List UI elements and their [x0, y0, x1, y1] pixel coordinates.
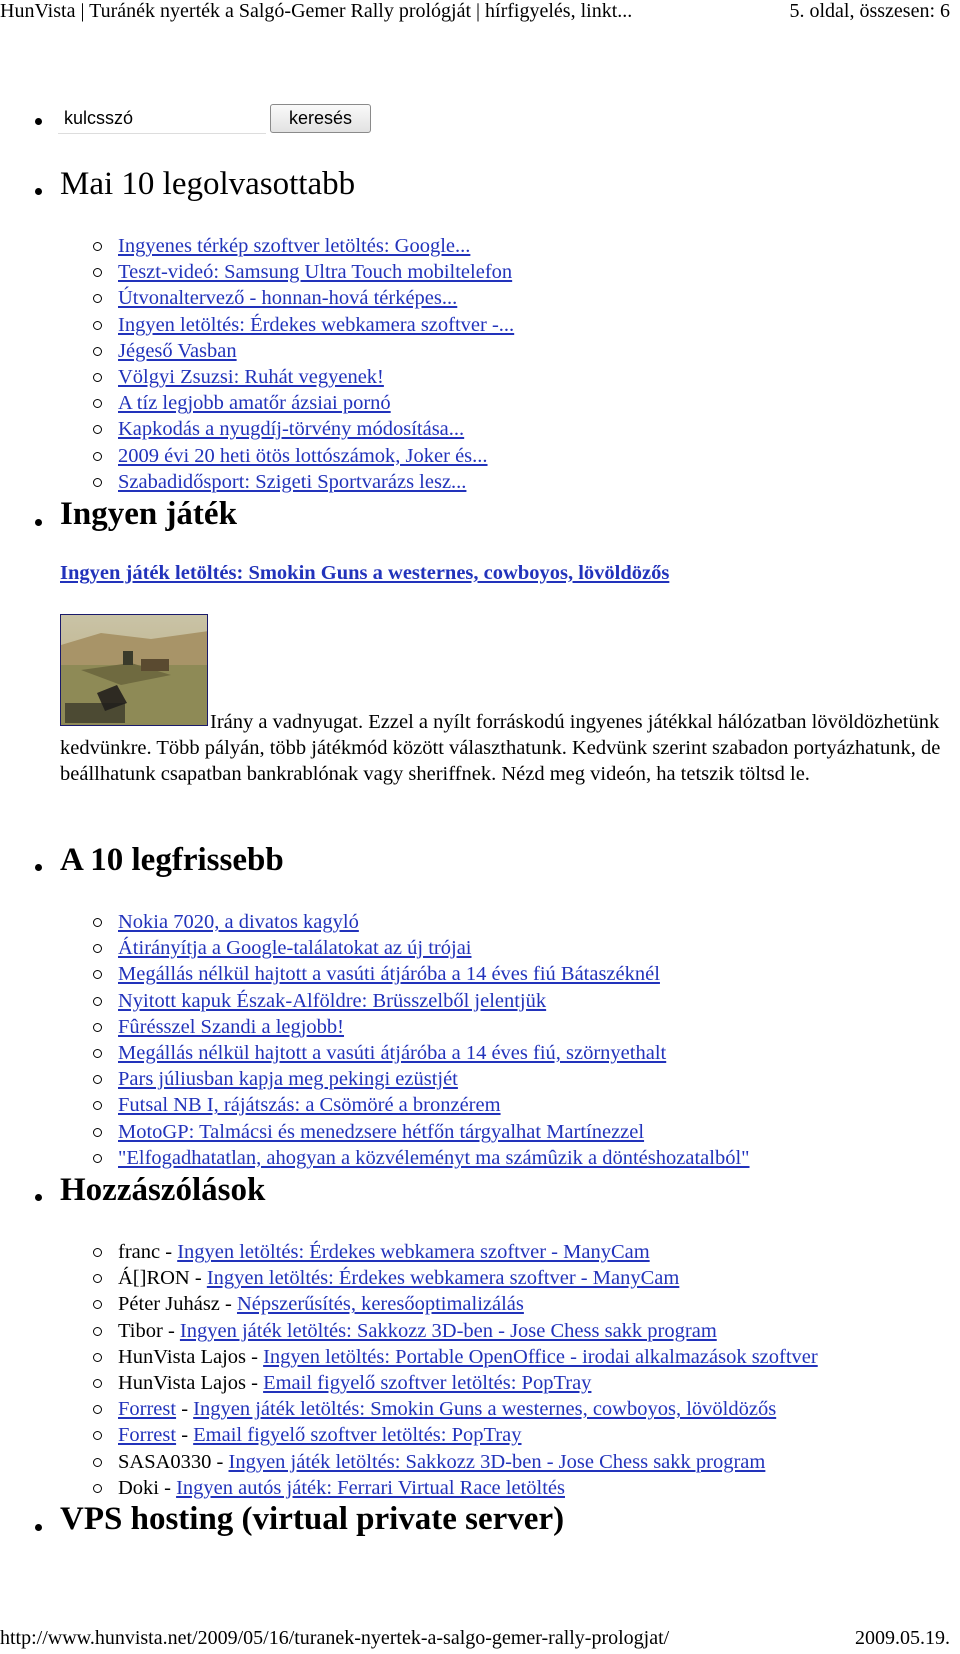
circle-bullet-icon	[93, 1023, 102, 1032]
comment-separator: -	[176, 1398, 194, 1421]
most-read-link[interactable]: Kapkodás a nyugdíj-törvény módosítása...	[118, 418, 465, 441]
comment-separator: -	[159, 1476, 177, 1499]
list-bullet	[35, 864, 42, 871]
comment-separator: -	[162, 1319, 180, 1342]
most-read-link[interactable]: Szabadidősport: Szigeti Sportvarázs lesz...	[118, 470, 467, 493]
comment-separator: -	[189, 1267, 207, 1290]
comment-item	[90, 1239, 818, 1265]
comment-item	[90, 1265, 818, 1291]
comment-item	[90, 1475, 818, 1501]
comment-article-link[interactable]: Ingyen letöltés: Portable OpenOffice - irodai alkalmazások szoftver	[263, 1345, 818, 1368]
circle-bullet-icon	[93, 373, 102, 382]
comment-article-link[interactable]: Ingyen játék letöltés: Sakkozz 3D-ben - Jose Chess sakk program	[179, 1319, 717, 1342]
search-input[interactable]	[58, 104, 266, 134]
comment-item	[90, 1370, 818, 1396]
latest-link[interactable]: Megállás nélkül hajtott a vasúti átjáróba a 14 éves fiú, szörnyethalt	[118, 1041, 667, 1064]
list-item	[90, 1014, 750, 1040]
print-header-title: HunVista | Turánék nyerték a Salgó-Gemer Rally prológját | hírfigyelés, linkt...	[0, 0, 633, 22]
list-item	[90, 259, 514, 285]
circle-bullet-icon	[93, 1300, 102, 1309]
circle-bullet-icon	[93, 242, 102, 251]
most-read-link[interactable]: Jégeső Vasban	[118, 339, 237, 362]
list-item	[90, 285, 514, 311]
circle-bullet-icon	[93, 268, 102, 277]
comment-author: SASA0330	[118, 1450, 212, 1473]
comment-author: Doki	[118, 1476, 159, 1499]
free-game-description	[60, 709, 960, 787]
comment-separator: -	[246, 1345, 264, 1368]
comment-author: Á[]RON	[118, 1267, 190, 1290]
latest-link[interactable]: Fûrésszel Szandi a legjobb!	[118, 1015, 345, 1038]
comment-author-link[interactable]: Forrest	[118, 1424, 177, 1447]
list-item	[90, 338, 514, 364]
comment-author: HunVista Lajos	[118, 1345, 247, 1368]
free-game-heading: Ingyen játék	[60, 496, 237, 532]
circle-bullet-icon	[93, 1248, 102, 1257]
comment-separator: -	[246, 1371, 264, 1394]
comment-separator: -	[219, 1293, 237, 1316]
comment-item	[90, 1344, 818, 1370]
circle-bullet-icon	[93, 1274, 102, 1283]
list-item	[90, 1040, 750, 1066]
latest-link[interactable]: Nokia 7020, a divatos kagyló	[118, 911, 359, 933]
comment-separator: -	[176, 1424, 194, 1447]
list-item	[90, 1145, 750, 1171]
latest-link[interactable]: Megállás nélkül hajtott a vasúti átjáróba a 14 éves fiú Bátaszéknél	[118, 963, 660, 986]
most-read-link[interactable]: A tíz legjobb amatőr ázsiai pornó	[118, 392, 391, 415]
comment-article-link[interactable]: Népszerűsítés, keresőoptimalizálás	[236, 1293, 524, 1316]
circle-bullet-icon	[93, 1327, 102, 1336]
list-item	[90, 1092, 750, 1118]
most-read-heading: Mai 10 legolvasottabb	[60, 166, 356, 202]
comment-item	[90, 1422, 818, 1448]
circle-bullet-icon	[93, 1431, 102, 1440]
list-item	[90, 233, 514, 259]
comment-article-link[interactable]: Ingyen letöltés: Érdekes webkamera szoftver - ManyCam	[206, 1267, 680, 1290]
list-bullet	[35, 519, 42, 526]
circle-bullet-icon	[93, 970, 102, 979]
circle-bullet-icon	[93, 425, 102, 434]
print-header-page-info: 5. oldal, összesen: 6	[789, 0, 950, 22]
comments-list	[90, 1239, 818, 1501]
circle-bullet-icon	[93, 918, 102, 927]
most-read-link[interactable]: Völgyi Zsuzsi: Ruhát vegyenek!	[118, 365, 384, 388]
list-item	[90, 909, 750, 935]
circle-bullet-icon	[93, 944, 102, 953]
list-bullet	[35, 1194, 42, 1201]
print-footer-date: 2009.05.19.	[855, 1627, 950, 1649]
most-read-link[interactable]: Útvonaltervező - honnan-hová térképes...	[118, 287, 458, 310]
vps-heading: VPS hosting (virtual private server)	[60, 1501, 565, 1537]
comment-author: Péter Juhász	[118, 1293, 220, 1316]
list-item	[90, 469, 514, 495]
list-item	[90, 390, 514, 416]
comment-article-link[interactable]: Email figyelő szoftver letöltés: PopTray	[263, 1371, 592, 1394]
circle-bullet-icon	[93, 478, 102, 487]
most-read-list	[90, 233, 514, 495]
comment-separator: -	[160, 1241, 178, 1263]
comment-author-link[interactable]: Forrest	[118, 1398, 177, 1421]
list-item	[90, 312, 514, 338]
circle-bullet-icon	[93, 321, 102, 330]
list-item	[90, 935, 750, 961]
latest-link[interactable]: Átirányítja a Google-találatokat az új trójai	[118, 937, 472, 960]
comment-item	[90, 1449, 818, 1475]
free-game-description-text: Irány a vadnyugat. Ezzel a nyílt forráskodú ingyenes játékkal hálózatban lövöldözhetünk kedvünkre. Több pályán, több játékmód között választhatunk. Kedvünk szerint szabadon portyázhatunk, de beállhatunk csapatban bankrablónak vagy sheriffnek. Nézd meg videón, ha tetszik töltsd le.	[60, 711, 941, 785]
list-item	[90, 443, 514, 469]
comment-author: Tibor	[118, 1319, 163, 1342]
latest-list	[90, 909, 750, 1171]
circle-bullet-icon	[93, 1458, 102, 1467]
circle-bullet-icon	[93, 1353, 102, 1362]
list-item	[90, 416, 514, 442]
list-item	[90, 364, 514, 390]
comment-author: franc	[118, 1241, 161, 1263]
latest-heading: A 10 legfrissebb	[60, 842, 284, 878]
circle-bullet-icon	[93, 1379, 102, 1388]
circle-bullet-icon	[93, 294, 102, 303]
comment-article-link[interactable]: Ingyen autós játék: Ferrari Virtual Race letöltés	[176, 1476, 565, 1499]
circle-bullet-icon	[93, 399, 102, 408]
circle-bullet-icon	[93, 997, 102, 1006]
comment-separator: -	[211, 1450, 229, 1473]
print-footer-url: http://www.hunvista.net/2009/05/16/turanek-nyertek-a-salgo-gemer-rally-prologjat/	[0, 1627, 670, 1649]
latest-link[interactable]: "Elfogadhatatlan, ahogyan a közvéleményt ma számûzik a döntéshozatalból"	[118, 1146, 750, 1169]
comment-article-link[interactable]: Email figyelő szoftver letöltés: PopTray	[193, 1424, 522, 1447]
circle-bullet-icon	[93, 1075, 102, 1084]
circle-bullet-icon	[93, 1128, 102, 1137]
circle-bullet-icon	[93, 1154, 102, 1163]
list-item	[90, 1066, 750, 1092]
comment-item	[90, 1291, 818, 1317]
most-read-link[interactable]: Teszt-videó: Samsung Ultra Touch mobiltelefon	[118, 261, 513, 284]
comment-item	[90, 1396, 818, 1422]
comments-heading: Hozzászólások	[60, 1172, 266, 1208]
list-item	[90, 988, 750, 1014]
list-item	[90, 961, 750, 987]
list-bullet	[35, 118, 42, 125]
circle-bullet-icon	[93, 1101, 102, 1110]
list-bullet	[35, 1524, 42, 1531]
list-item	[90, 1119, 750, 1145]
most-read-link[interactable]: 2009 évi 20 heti ötös lottószámok, Joker és...	[118, 444, 488, 467]
free-game-link[interactable]: Ingyen játék letöltés: Smokin Guns a westernes, cowboyos, lövöldözős	[60, 562, 670, 584]
most-read-link[interactable]: Ingyenes térkép szoftver letöltés: Google...	[118, 235, 471, 257]
circle-bullet-icon	[93, 347, 102, 356]
comment-article-link[interactable]: Ingyen letöltés: Érdekes webkamera szoftver - ManyCam	[177, 1241, 650, 1263]
circle-bullet-icon	[93, 1405, 102, 1414]
list-bullet	[35, 188, 42, 195]
comment-article-link[interactable]: Ingyen játék letöltés: Sakkozz 3D-ben - Jose Chess sakk program	[228, 1450, 766, 1473]
circle-bullet-icon	[93, 452, 102, 461]
circle-bullet-icon	[93, 1049, 102, 1058]
comment-item	[90, 1318, 818, 1344]
latest-link[interactable]: Futsal NB I, rájátszás: a Csömöré a bronzérem	[118, 1094, 501, 1117]
most-read-link[interactable]: Ingyen letöltés: Érdekes webkamera szoftver -...	[118, 313, 515, 336]
comment-article-link[interactable]: Ingyen játék letöltés: Smokin Guns a westernes, cowboyos, lövöldözős	[193, 1398, 777, 1421]
latest-link[interactable]: Nyitott kapuk Észak-Alföldre: Brüsszelből jelentjük	[118, 989, 547, 1012]
latest-link[interactable]: MotoGP: Talmácsi és menedzsere hétfőn tárgyalhat Martínezzel	[118, 1120, 645, 1143]
latest-link[interactable]: Pars júliusban kapja meg pekingi ezüstjét	[118, 1068, 458, 1091]
search-button[interactable]: keresés	[270, 104, 371, 133]
comment-author: HunVista Lajos	[118, 1371, 247, 1394]
circle-bullet-icon	[93, 1484, 102, 1493]
